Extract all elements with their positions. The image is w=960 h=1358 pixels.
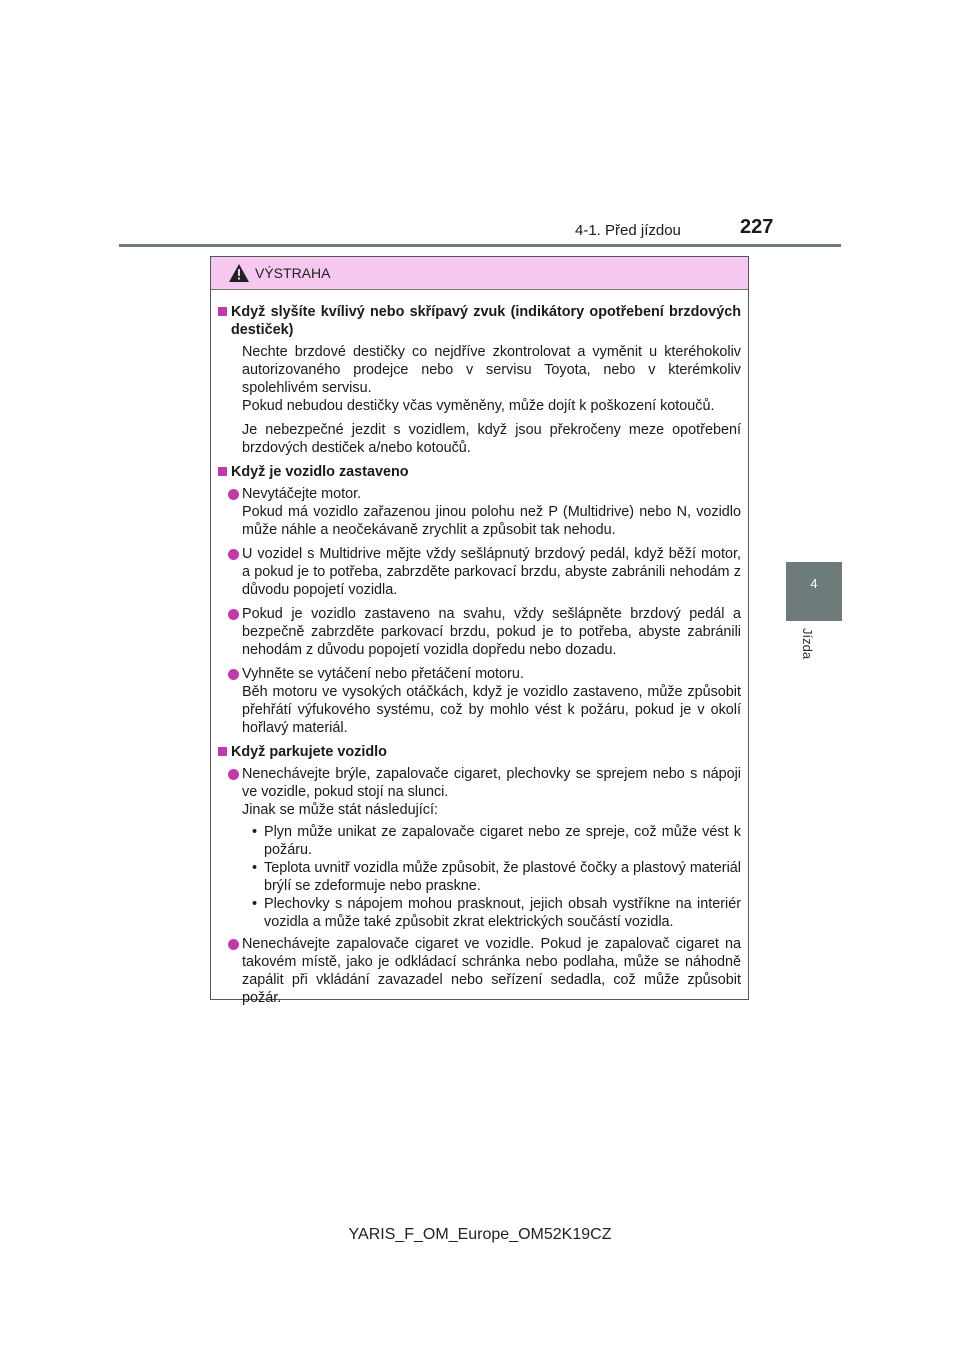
section-marker <box>218 747 227 756</box>
item-text: U vozidel s Multidrive mějte vždy sešlápnutý brzdový pedál, když běží motor, a pokud je to potřeba, zabrzděte parkovací brzdu, abyste zabránili nehodám z důvodu popojetí vozidla. <box>242 546 741 598</box>
paragraph-text: Nechte brzdové destičky co nejdříve zkontrolovat a vyměnit u kteréhokoliv autorizovaného prodejce nebo v servisu Toyota, nebo v kterémkoliv spolehlivém servisu. <box>242 344 741 396</box>
bullet-dot <box>228 489 239 500</box>
list-item <box>218 935 741 1007</box>
header-section-title: 4-1. Před jízdou <box>575 222 681 239</box>
sub-item <box>252 823 741 859</box>
section-marker <box>218 467 227 476</box>
warning-triangle-icon <box>229 264 249 287</box>
list-item <box>218 485 741 539</box>
paragraph <box>218 343 741 415</box>
section-marker <box>218 307 227 316</box>
item-text: Vyhněte se vytáčení nebo přetáčení motoru. <box>242 666 524 682</box>
chapter-number: 4 <box>810 576 818 591</box>
section-title-text: Když parkujete vozidlo <box>231 744 387 760</box>
item-text: Nevytáčejte motor. <box>242 486 362 502</box>
item-text: Běh motoru ve vysokých otáčkách, když je vozidlo zastaveno, může způsobit přehřátí výfukového systému, což by mohlo vést k požáru, pokud je v okolí hořlavý materiál. <box>242 684 741 736</box>
sub-item-text: Plyn může unikat ze zapalovače cigaret nebo ze spreje, což může vést k požáru. <box>264 824 741 858</box>
paragraph: Je nebezpečné jezdit s vozidlem, když jsou překročeny meze opotřebení brzdových destiček a/nebo kotoučů. <box>242 422 741 456</box>
item-text: Jinak se může stát následující: <box>242 802 438 818</box>
paragraph-text: Pokud nebudou destičky včas vyměněny, může dojít k poškození kotoučů. <box>242 398 715 414</box>
item-text: Nenechávejte zapalovače cigaret ve vozidle. Pokud je zapalovač cigaret na takovém místě, jako je odkládací schránka nebo podlaha, může se náhodně zapálit při vkládání zavazadel nebo seřízení sedadla, což může způsobit požár. <box>242 936 741 1006</box>
item-text: Pokud je vozidlo zastaveno na svahu, vždy sešlápněte brzdový pedál a bezpečně zabrzděte parkovací brzdu, pokud je to potřeba, abyste zabránili nehodám z důvodu popojetí vozidla dopředu nebo dozadu. <box>242 606 741 658</box>
section-title-text: Když je vozidlo zastaveno <box>231 464 409 480</box>
sub-item <box>252 859 741 895</box>
section-title <box>218 463 741 481</box>
list-item <box>218 665 741 737</box>
section-vehicle-stopped <box>218 463 741 737</box>
sub-bullet: • <box>252 896 258 912</box>
document-code: YARIS_F_OM_Europe_OM52K19CZ <box>348 1226 612 1243</box>
section-brake-pads <box>218 303 741 457</box>
bullet-dot <box>228 939 239 950</box>
list-item <box>218 545 741 599</box>
sub-bullet: • <box>252 860 258 876</box>
page-number: 227 <box>740 216 774 238</box>
chapter-name: Jízda <box>800 628 815 660</box>
chapter-tab <box>786 562 842 621</box>
section-title <box>218 303 741 339</box>
warning-box <box>210 256 749 1006</box>
list-item <box>218 765 741 819</box>
bullet-dot <box>228 669 239 680</box>
section-title-text: Když slyšíte kvílivý nebo skřípavý zvuk (indikátory opotřebení brzdových destiček) <box>231 304 741 338</box>
warning-header <box>211 257 748 290</box>
bullet-dot <box>228 609 239 620</box>
section-parking <box>218 743 741 1007</box>
sub-item-text: Teplota uvnitř vozidla může způsobit, že plastové čočky a plastový materiál brýlí se zdeformuje nebo praskne. <box>264 860 741 894</box>
sub-list <box>218 823 741 931</box>
sub-item <box>252 895 741 931</box>
warning-body <box>211 290 748 1007</box>
header-rule <box>119 244 841 247</box>
item-text: Nenechávejte brýle, zapalovače cigaret, plechovky se sprejem nebo s nápoji ve vozidle, pokud stojí na slunci. <box>242 766 741 800</box>
list-item <box>218 605 741 659</box>
warning-title: VÝSTRAHA <box>255 265 331 281</box>
sub-item-text: Plechovky s nápojem mohou prasknout, jejich obsah vystříkne na interiér vozidla a může také způsobit zkrat elektrických součástí vozidla. <box>264 896 741 930</box>
bullet-dot <box>228 769 239 780</box>
item-text: Pokud má vozidlo zařazenou jinou polohu než P (Multidrive) nebo N, vozidlo může náhle a neočekávaně zrychlit a způsobit tak nehodu. <box>242 504 741 538</box>
sub-bullet: • <box>252 824 258 840</box>
section-title <box>218 743 741 761</box>
bullet-dot <box>228 549 239 560</box>
